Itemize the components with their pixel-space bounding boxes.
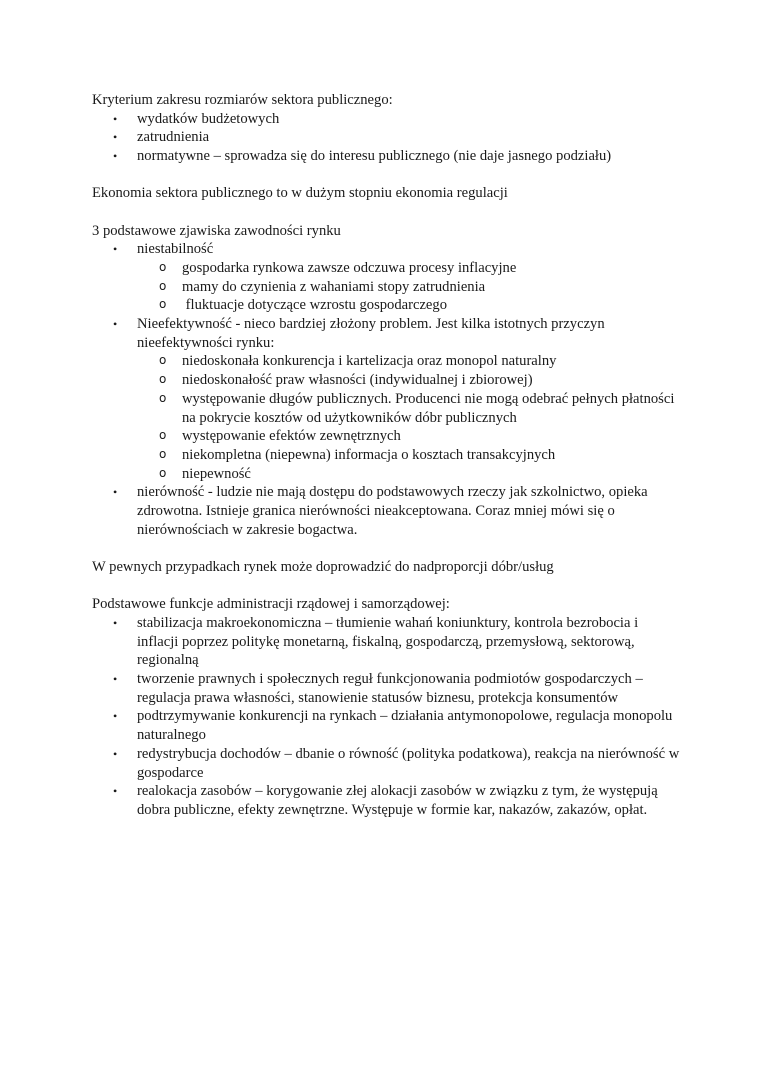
bullet-icon: • — [113, 671, 118, 686]
failures-list — [92, 240, 682, 539]
circle-bullet-icon: o — [159, 428, 167, 443]
sub-list-item: o niedoskonałość praw własności (indywidualnej i zbiorowej) — [159, 372, 533, 389]
functions-list — [92, 614, 682, 820]
list-item: • redystrybucja dochodów – dbanie o równość (polityka podatkowa), reakcja na nierówność w gospodarce — [113, 745, 680, 781]
instability-label: niestabilność — [137, 241, 214, 258]
list-item: • normatywne – sprowadza się do interesu publicznego (nie daje jasnego podziału) — [113, 148, 612, 165]
sub-list-item: o występowanie efektów zewnętrznych — [159, 428, 401, 445]
list-item: • realokacja zasobów – korygowanie złej alokacji zasobów w związku z tym, że występują dobra publiczne, efekty zewnętrzne. Występuje w formie kar, nakazów, zakazów, opłat. — [113, 783, 658, 818]
bullet-icon: • — [113, 615, 118, 630]
disproportion-paragraph: W pewnych przypadkach rynek może doprowadzić do nadproporcji dóbr/usług — [92, 558, 554, 575]
inefficiency-label: Nieefektywność - nieco bardziej złożony problem. Jest kilka istotnych przyczyn nieefektywności rynku: — [137, 316, 605, 351]
bullet-icon: • — [113, 784, 118, 799]
instability-sublist — [137, 259, 682, 315]
inefficiency-sublist — [137, 352, 682, 483]
circle-bullet-icon: o — [159, 465, 167, 480]
circle-bullet-icon: o — [159, 353, 167, 368]
bullet-icon: • — [113, 746, 118, 761]
circle-bullet-icon: o — [159, 297, 167, 312]
bullet-icon: • — [113, 317, 118, 332]
list-item: • podtrzymywanie konkurencji na rynkach – działania antymonopolowe, regulacja monopolu naturalnego — [113, 708, 673, 744]
sub-list-item: o występowanie długów publicznych. Producenci nie mogą odebrać pełnych płatności na pokrycie kosztów od użytkowników dóbr publicznych — [159, 390, 675, 426]
list-item: • zatrudnienia — [113, 129, 210, 146]
circle-bullet-icon: o — [159, 278, 167, 293]
bullet-icon: • — [113, 242, 118, 257]
circle-bullet-icon: o — [159, 390, 167, 405]
sub-list-item: o niedoskonała konkurencja i kartelizacja oraz monopol naturalny — [159, 353, 557, 370]
inequality-label: nierówność - ludzie nie mają dostępu do podstawowych rzeczy jak szkolnictwo, opieka zdrowotna. Istnieje granica nierówności nieakceptowana. Coraz mniej mówi się o nierównościach w zakresie bogactwa. — [137, 484, 648, 538]
bullet-icon: • — [113, 130, 118, 145]
failures-heading: 3 podstawowe zjawiska zawodności rynku — [92, 222, 341, 239]
circle-bullet-icon: o — [159, 372, 167, 387]
list-item: • wydatków budżetowych — [113, 110, 280, 127]
criteria-list — [92, 110, 682, 166]
list-item: • tworzenie prawnych i społecznych reguł funkcjonowania podmiotów gospodarczych – regulacja prawa własności, stanowienie statusów biznesu, protekcja konsumentów — [113, 670, 643, 706]
sub-list-item: o gospodarka rynkowa zawsze odczuwa procesy inflacyjne — [159, 259, 517, 276]
sub-list-item: o niepewność — [159, 465, 251, 482]
list-item — [92, 315, 682, 483]
sub-list-item: o niekompletna (niepewna) informacja o kosztach transakcyjnych — [159, 446, 556, 463]
list-item: • stabilizacja makroekonomiczna – tłumienie wahań koniunktury, kontrola bezrobocia i inflacji poprzez politykę monetarną, fiskalną, gospodarczą, przemysłową, sektorową, regionalną — [113, 614, 639, 669]
circle-bullet-icon: o — [159, 259, 167, 274]
list-item — [92, 483, 682, 539]
bullet-icon: • — [113, 485, 118, 500]
sub-list-item: o fluktuacje dotyczące wzrostu gospodarczego — [159, 297, 448, 314]
regulation-paragraph: Ekonomia sektora publicznego to w dużym stopniu ekonomia regulacji — [92, 185, 508, 202]
bullet-icon: • — [113, 111, 118, 126]
bullet-icon: • — [113, 149, 118, 164]
circle-bullet-icon: o — [159, 446, 167, 461]
functions-heading: Podstawowe funkcje administracji rządowej i samorządowej: — [92, 596, 450, 613]
bullet-icon: • — [113, 709, 118, 724]
document-body — [92, 91, 682, 820]
criteria-heading: Kryterium zakresu rozmiarów sektora publicznego: — [92, 92, 393, 108]
list-item — [92, 240, 682, 315]
sub-list-item: o mamy do czynienia z wahaniami stopy zatrudnienia — [159, 278, 486, 295]
